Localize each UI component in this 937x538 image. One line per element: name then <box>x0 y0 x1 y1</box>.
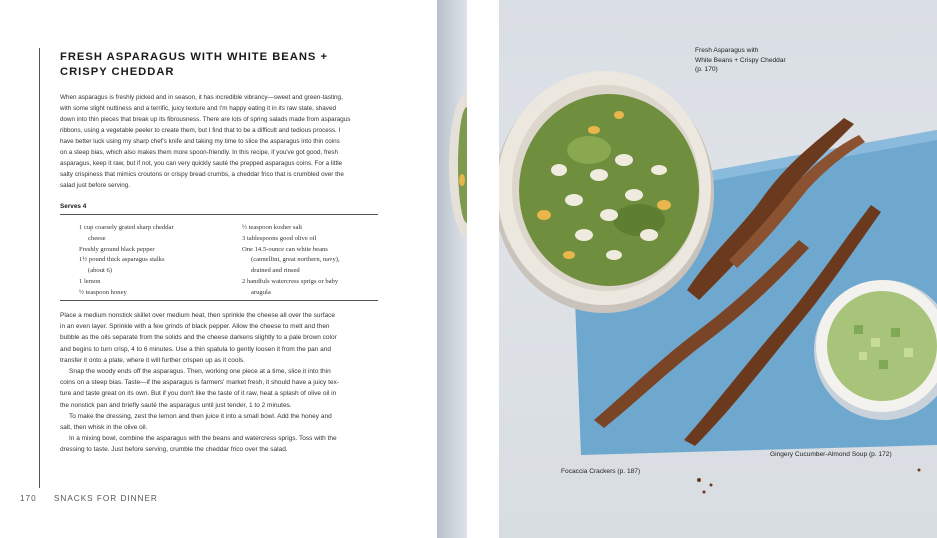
method-line: transfer it onto a plate, where it will further crispen up as it cools. <box>60 356 245 364</box>
white-bean <box>640 229 658 241</box>
ingredients-left-column <box>79 223 174 299</box>
crumb <box>710 484 713 487</box>
ingredient-line: 1 lemon <box>79 277 101 285</box>
salad <box>519 94 699 286</box>
ingredient-line: Freshly ground black pepper <box>79 245 155 253</box>
caption-asparagus-line1: Fresh Asparagus with <box>695 47 759 54</box>
caption-asparagus-line3: (p. 170) <box>695 66 718 73</box>
recipe-method <box>60 310 380 456</box>
method-line: bubble as the oils separate from the solids and the cheese darkens slightly to a pale brown color <box>60 334 337 342</box>
crumb <box>703 491 706 494</box>
cucumber-cube <box>871 338 880 347</box>
method-paragraph <box>60 433 380 455</box>
method-line: In a mixing bowl, combine the asparagus with the beans and watercress sprigs. Toss with the <box>69 435 337 443</box>
cucumber-soup <box>827 291 937 401</box>
white-bean <box>600 209 618 221</box>
white-bean <box>575 229 593 241</box>
recipe-intro <box>60 92 380 191</box>
ingredient-line: 3 tablespoons good olive oil <box>242 234 317 242</box>
gutter-cheese <box>459 174 465 186</box>
ingredient-line: One 14.5-ounce can white beans <box>242 245 328 253</box>
method-paragraph <box>60 310 380 366</box>
white-bean <box>606 250 622 260</box>
intro-line: on a steep bias, which also makes them more spoon-friendly. In this recipe, if you've got good, fresh <box>60 149 338 157</box>
ingredient-line: drained and rinsed <box>251 267 300 275</box>
method-line: coins on a steep bias. Taste—if the asparagus is farmers' market fresh, it should have a juicy tex- <box>60 379 339 387</box>
caption-asparagus <box>695 46 786 75</box>
ingredients-top-rule <box>60 214 378 215</box>
cucumber-cube <box>904 348 913 357</box>
caption-crackers: Focaccia Crackers (p. 187) <box>561 468 641 475</box>
page-footer <box>20 494 158 503</box>
cucumber-cube <box>859 352 867 360</box>
cheddar-crisp <box>588 126 600 134</box>
page-gutter <box>437 0 467 538</box>
intro-line: ribbons, using a vegetable peeler to create them, but I find that to be a difficult and tedious process. I <box>60 127 341 135</box>
method-line: To make the dressing, zest the lemon and then juice it into a small bowl. Add the honey and <box>69 412 332 420</box>
cucumber-cube <box>879 360 888 369</box>
white-bean <box>625 189 643 201</box>
section-title: SNACKS FOR DINNER <box>53 494 158 503</box>
page-spread-gap <box>467 0 499 538</box>
recipe-title-line1: FRESH ASPARAGUS WITH WHITE BEANS + <box>60 51 329 63</box>
method-line: in an even layer. Sprinkle with a few grinds of black pepper. Allow the cheese to melt and then <box>60 323 330 331</box>
white-bean <box>615 154 633 166</box>
method-line: the nonstick pan and briefly sauté the asparagus until just tender, 1 to 2 minutes. <box>60 401 292 409</box>
ingredient-line: 1½ pound thick asparagus stalks <box>79 256 165 264</box>
crumb <box>918 469 921 472</box>
white-bean <box>590 169 608 181</box>
food-photo <box>499 0 937 538</box>
white-bean <box>565 194 583 206</box>
salad-greens-3 <box>613 204 665 236</box>
page-number: 170 <box>20 494 37 503</box>
ingredient-line: (about 6) <box>88 267 112 275</box>
gutter-photo-edge <box>437 0 467 538</box>
ingredient-line: ½ teaspoon honey <box>79 288 127 296</box>
ingredient-line: 2 handfuls watercress sprigs or baby <box>242 277 339 285</box>
recipe-page <box>0 0 437 538</box>
cheddar-crisp <box>614 111 624 119</box>
method-line: Place a medium nonstick skillet over medium heat, then sprinkle the cheese all over the surface <box>60 312 335 319</box>
white-bean <box>651 165 667 175</box>
cheddar-crisp <box>537 210 551 220</box>
ingredients-bottom-rule <box>60 300 378 301</box>
ingredient-line: 1 cup coarsely grated sharp cheddar <box>79 224 174 231</box>
ingredient-line: (cannellini, great northern, navy), <box>251 256 340 264</box>
caption-asparagus-line2: White Beans + Crispy Cheddar <box>695 56 786 64</box>
intro-line: asparagus, keep it raw, but if not, you can very quickly sauté the prepped asparagus coins. For a little <box>60 160 343 168</box>
recipe-title-line2: CRISPY CHEDDAR <box>60 66 175 78</box>
salad-greens-2 <box>567 136 611 164</box>
cheddar-crisp <box>563 251 575 259</box>
vertical-rule <box>39 48 40 488</box>
cheddar-crisp <box>657 200 671 210</box>
ingredient-line: arugula <box>251 288 271 296</box>
white-bean <box>551 164 567 176</box>
method-line: and begins to turn crisp, 4 to 6 minutes. Use a thin spatula to gently loosen it from the pan and <box>60 345 331 353</box>
method-line: salt, then whisk in the olive oil. <box>60 424 148 432</box>
intro-line: down into thin pieces that break up its fibrousness. There are lots of spring salads made from asparagus <box>60 116 351 124</box>
method-line: dressing to taste. Just before serving, crumble the cheddar frico over the salad. <box>60 446 288 454</box>
cucumber-cube <box>891 328 900 337</box>
cucumber-cube <box>854 325 863 334</box>
serves-label: Serves 4 <box>60 203 87 210</box>
intro-line: have better luck using my sharp chef's knife and taking my time to slice the asparagus into thin coins <box>60 138 340 146</box>
caption-soup: Gingery Cucumber-Almond Soup (p. 172) <box>770 451 892 458</box>
ingredient-line: cheese <box>88 234 106 242</box>
recipe-title <box>60 50 380 80</box>
intro-line: When asparagus is freshly picked and in season, it has incredible vibrancy—sweet and green-tasting, <box>60 94 343 101</box>
crumb <box>697 478 701 482</box>
intro-line: salad just before serving. <box>60 182 131 190</box>
method-line: ture and taste great on its own. But if you don't like the taste of it raw, heat a splash of olive oil in <box>60 390 337 398</box>
method-line: Snap the woody ends off the asparagus. Then, working one piece at a time, slice it into thin <box>69 368 331 376</box>
method-paragraph <box>60 411 380 433</box>
method-paragraph <box>60 366 380 411</box>
ingredients-right-column <box>242 223 340 299</box>
intro-line: with some slight nuttiness and a terrific, juicy texture and I'm happy eating it in its raw state, shaved <box>60 105 336 113</box>
intro-line: salty crispiness that mimics croutons or crispy bread crumbs, a cheddar frico that is crumbled over the <box>60 171 344 179</box>
ingredient-line: ½ teaspoon kosher salt <box>242 224 303 231</box>
